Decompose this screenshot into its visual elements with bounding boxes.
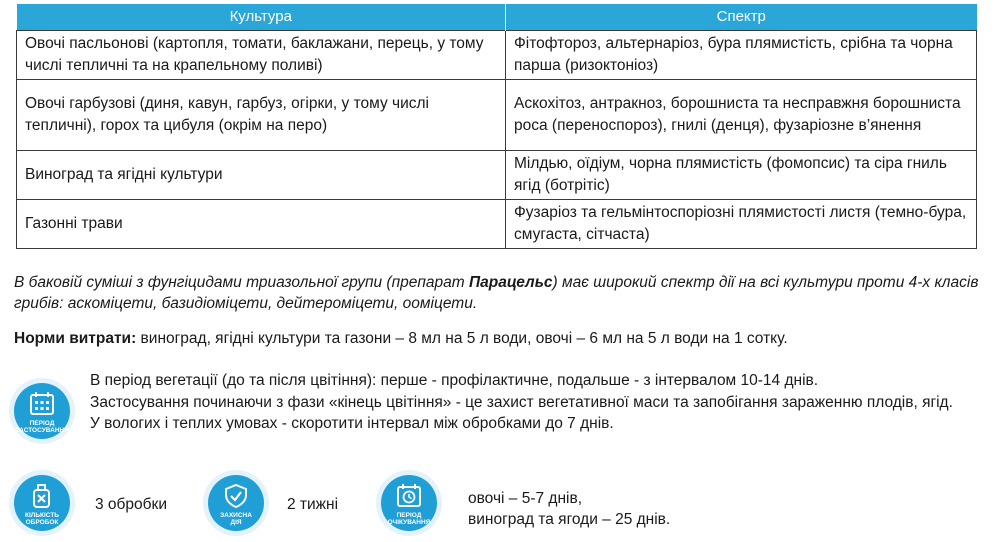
crop-cell: Газонні трави xyxy=(17,200,506,249)
table-header-row xyxy=(17,4,977,31)
table-row xyxy=(17,31,977,80)
spectrum-cell: Фузаріоз та гельмінтоспоріозні плямистості листя (темно-бура, смугаста, сітчаста) xyxy=(506,200,977,249)
crop-spectrum-table xyxy=(16,4,977,249)
application-period-text xyxy=(90,370,995,435)
note-suffix: ) має широкий спектр дії на всі культури проти 4-х класів грибів: аскоміцети, базидіоміцети, дейтероміцети, ооміцети. xyxy=(14,274,979,312)
header-crop: Культура xyxy=(17,4,506,31)
shield-check-icon xyxy=(223,483,249,509)
waiting-period-icon xyxy=(376,470,442,536)
waiting-line: виноград та ягоди – 25 днів. xyxy=(468,511,671,528)
period-line: Застосування починаючи з фази «кінець цвітіння» - це захист вегетативної маси та запобігання зараженню плодів, ягід. xyxy=(90,393,953,411)
calendar-icon xyxy=(29,391,55,417)
application-period-icon xyxy=(9,378,75,444)
protection-icon xyxy=(203,470,269,536)
tank-mix-note xyxy=(14,272,989,314)
header-spectrum: Спектр xyxy=(506,4,977,31)
note-prefix: В баковій суміші з фунгіцидами триазольної групи (препарат xyxy=(14,274,469,291)
crop-cell: Овочі пасльонові (картопля, томати, баклажани, перець, у тому числі тепличні та на крапельному поливі) xyxy=(17,31,506,80)
table-row xyxy=(17,151,977,200)
waiting-value xyxy=(468,488,670,530)
table-row xyxy=(17,80,977,151)
treatments-value: 3 обробки xyxy=(95,496,167,513)
spectrum-cell: Аскохітоз, антракноз, борошниста та несправжня борошниста роса (переноспороз), гнилі (денця), фузаріозне в’янення xyxy=(506,80,977,151)
icon-caption: ПЕРІОД ЗАСТОСУВАННЯ xyxy=(15,420,69,434)
period-line: У вологих і теплих умовах - скоротити інтервал між обробками до 7 днів. xyxy=(90,415,614,432)
application-rates xyxy=(14,328,788,349)
rates-label: Норми витрати: xyxy=(14,330,137,347)
crop-cell: Овочі гарбузові (диня, кавун, гарбуз, огірки, у тому числі тепличні), горох та цибуля (окрім на перо) xyxy=(17,80,506,151)
calendar-clock-icon xyxy=(396,483,422,509)
period-line: В період вегетації (до та після цвітіння): перше - профілактичне, подальше - з інтервалом 10-14 днів. xyxy=(90,372,819,389)
protection-value: 2 тижні xyxy=(287,496,339,513)
waiting-line: овочі – 5-7 днів, xyxy=(468,490,583,507)
crop-cell: Виноград та ягідні культури xyxy=(17,151,506,200)
table-row xyxy=(17,200,977,249)
note-product: Парацельс xyxy=(468,274,553,291)
rates-text: виноград, ягідні культури та газони – 8 мл на 5 л води, овочі – 6 мл на 5 л води на 1 сотку. xyxy=(136,330,788,347)
icon-caption: ЗАХИСНА ДІЯ xyxy=(220,512,252,526)
sprayer-icon xyxy=(29,483,55,509)
icon-caption: ПЕРІОД ОЧІКУВАННЯ xyxy=(387,512,431,526)
spectrum-cell: Фітофтороз, альтернаріоз, бура плямистість, срібна та чорна парша (ризоктоніоз) xyxy=(506,31,977,80)
spectrum-cell: Мілдью, оїдіум, чорна плямистість (фомопсис) та сіра гниль ягід (ботрітіс) xyxy=(506,151,977,200)
treatments-count-icon xyxy=(9,470,75,536)
icon-caption: КІЛЬКІСТЬ ОБРОБОК xyxy=(25,512,59,526)
